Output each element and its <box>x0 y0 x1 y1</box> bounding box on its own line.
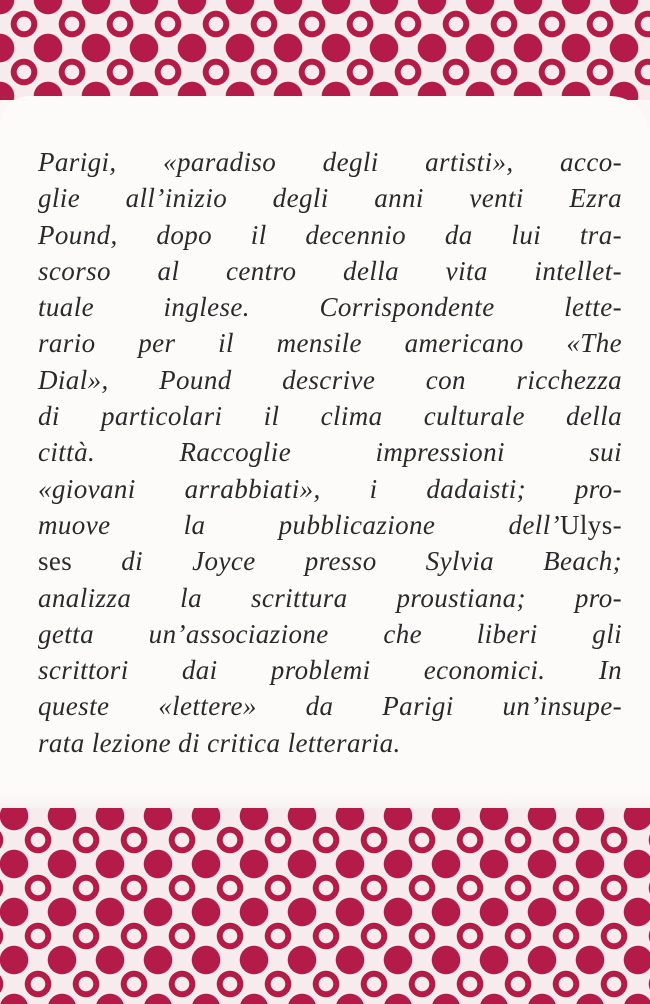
blurb-text: muove la pubblicazione dell’ <box>38 509 560 540</box>
back-cover-blurb <box>38 144 622 761</box>
blurb-line: scorso al centro della vita intellet- <box>38 255 622 286</box>
blurb-line: glie all’inizio degli anni venti Ezra <box>38 183 622 214</box>
blurb-line <box>38 507 622 543</box>
decorative-pattern-bottom <box>0 808 650 1004</box>
blurb-line: Dial», Pound descrive con ricchezza <box>38 364 622 395</box>
blurb-text: di Joyce presso Sylvia Beach; <box>72 546 622 577</box>
blurb-line: Pound, dopo il decennio da lui tra- <box>38 219 622 250</box>
blurb-line: rata lezione di critica letteraria. <box>38 727 401 758</box>
blurb-line: queste «lettere» da Parigi un’insupe- <box>38 691 622 722</box>
blurb-line: Parigi, «paradiso degli artisti», acco- <box>38 147 622 177</box>
blurb-line <box>38 543 622 579</box>
blurb-title-ulysses-cont: ses <box>38 546 73 577</box>
blurb-line: analizza la scrittura proustiana; pro- <box>38 582 622 613</box>
blurb-line: getta un’associazione che liberi gli <box>38 618 622 649</box>
blurb-line: rario per il mensile americano «The <box>38 328 622 359</box>
blurb-line: «giovani arrabbiati», i dadaisti; pro- <box>38 473 622 504</box>
blurb-line: tuale inglese. Corrispondente lette- <box>38 292 622 323</box>
decorative-pattern-top <box>0 0 650 100</box>
blurb-line: di particolari il clima culturale della <box>38 401 622 432</box>
blurb-line: scrittori dai problemi economici. In <box>38 655 622 686</box>
blurb-line: città. Raccoglie impressioni sui <box>38 437 622 468</box>
blurb-title-ulysses: Ulys- <box>560 509 622 540</box>
